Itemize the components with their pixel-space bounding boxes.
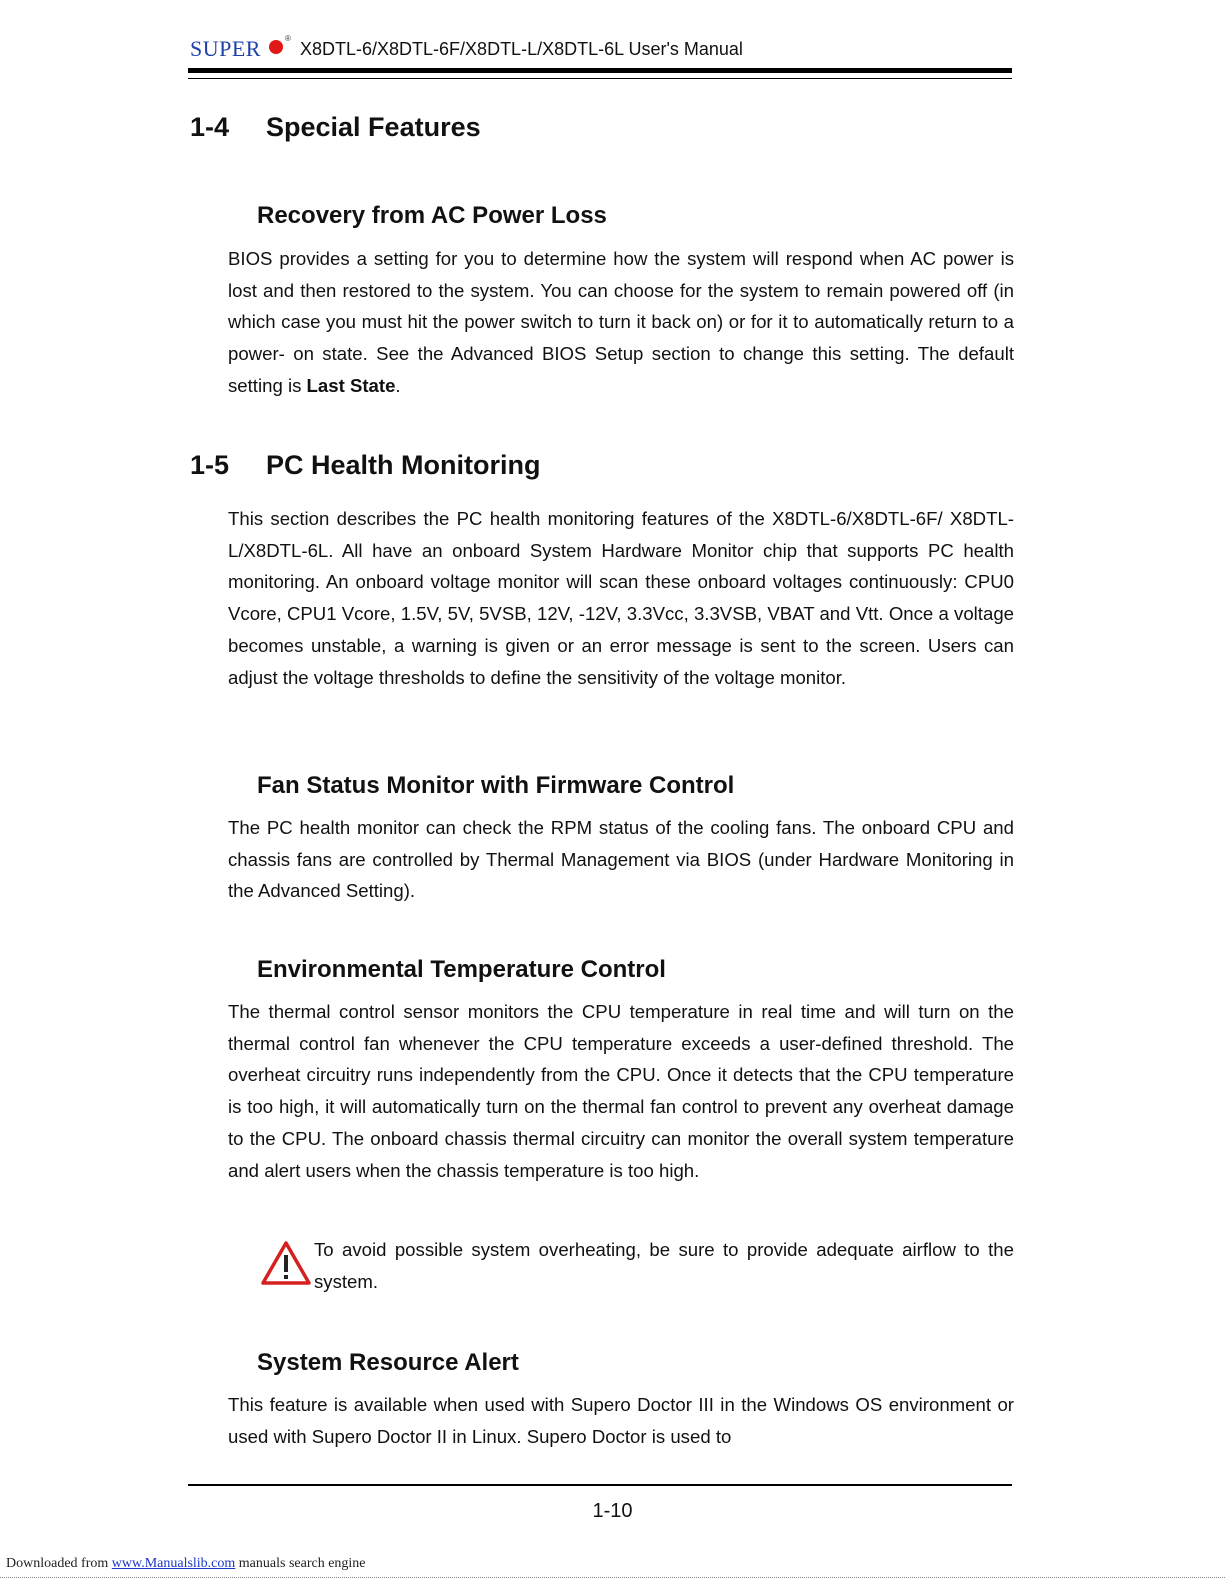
header-rule-thin: [188, 78, 1012, 79]
manualslib-link[interactable]: www.Manualslib.com: [111, 1556, 236, 1571]
paragraph-system-resource: This feature is available when used with Supero Doctor III in the Windows OS environment or used with Supero Doctor II in Linux. Supero Doctor is used to: [228, 1394, 1014, 1447]
section-number: 1-5: [190, 450, 230, 480]
subheading-env-temp: Environmental Temperature Control: [257, 956, 666, 983]
supermicro-logo: SUPER: [190, 36, 261, 61]
footer-rule: [188, 1484, 1012, 1486]
download-divider: [0, 1577, 1225, 1578]
default-setting-value: Last State: [306, 374, 396, 396]
paragraph-fan-status: The PC health monitor can check the RPM status of the cooling fans. The onboard CPU and chassis fans are controlled by Thermal Management via BIOS (under Hardware Monitoring in the Advanced Setting).: [228, 817, 1014, 902]
logo-dot-icon: [269, 40, 283, 54]
warning-triangle-icon: [260, 1240, 312, 1286]
download-suffix: manuals search engine: [235, 1556, 366, 1571]
paragraph-pc-health: This section describes the PC health monitoring features of the X8DTL-6/X8DTL-6F/ X8DTL-L/X8DTL-6L. All have an onboard System Hardware Monitor chip that supports PC health monitoring. An onboard voltage monitor will scan these onboard voltages continuously: CPU0 Vcore, CPU1 Vcore, 1.5V, 5V, 5VSB, 12V, -12V, 3.3Vcc, 3.3VSB, VBAT and Vtt. Once a voltage becomes unstable, a warning is given or an error message is sent to the screen. Users can adjust the voltage thresholds to define the sensitivity of the voltage monitor.: [228, 508, 1014, 688]
download-prefix: Downloaded from: [6, 1556, 112, 1571]
section-title: Special Features: [266, 112, 481, 142]
paragraph-env-temp: The thermal control sensor monitors the CPU temperature in real time and will turn on the thermal control fan whenever the CPU temperature exceeds a user-defined threshold. The overheat circuitry runs independently from the CPU. Once it detects that the CPU temperature is too high, it will automatically turn on the thermal fan control to prevent any overheat damage to the CPU. The onboard chassis thermal circuitry can monitor the overall system temperature and alert users when the chassis temperature is too high.: [228, 1001, 1014, 1181]
section-heading-special-features: [190, 112, 481, 143]
warning-note: To avoid possible system overheating, be sure to provide adequate airflow to the system.: [314, 1239, 1014, 1292]
page-header: [190, 34, 1010, 64]
paragraph-recovery: [228, 243, 1014, 402]
subheading-fan-status: Fan Status Monitor with Firmware Control: [257, 772, 735, 799]
page-number: 1-10: [592, 1500, 633, 1522]
recovery-period: .: [395, 374, 401, 396]
subheading-system-resource: System Resource Alert: [257, 1349, 519, 1376]
header-rule-thick: [188, 68, 1012, 73]
manual-title: X8DTL-6/X8DTL-6F/X8DTL-L/X8DTL-6L User's Manual: [300, 39, 743, 59]
logo-registered-mark: ®: [285, 34, 291, 43]
section-number: 1-4: [190, 112, 230, 142]
recovery-text: BIOS provides a setting for you to determine how the system will respond when AC power is lost and then restored to the system. You can choose for the system to remain powered off (in which case you must hit the power switch to turn it back on) or for it to automatically return to a power- on state. See the Advanced BIOS Setup section to change this setting. The default setting is: [228, 248, 1014, 396]
download-credit: [6, 1556, 366, 1572]
section-title: PC Health Monitoring: [266, 450, 541, 480]
section-heading-pc-health: [190, 450, 540, 481]
subheading-recovery: Recovery from AC Power Loss: [257, 202, 607, 229]
